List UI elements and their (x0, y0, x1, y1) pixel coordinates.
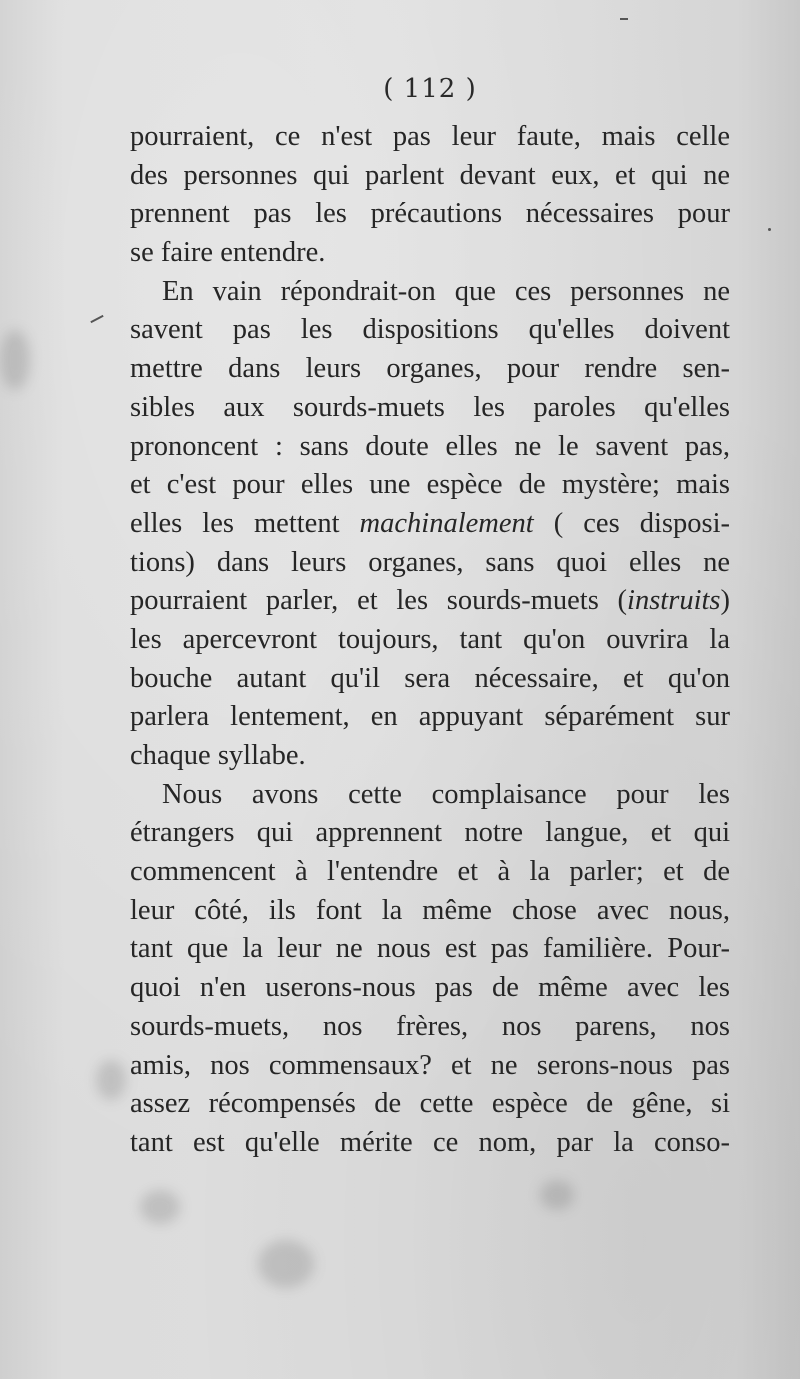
text-line: les apercevront toujours, tant qu'on ouvrira la (130, 623, 730, 655)
text-line: tant que la leur ne nous est pas familière. Pour- (130, 933, 730, 965)
italic-word: machinalement (359, 507, 534, 539)
text-line: des personnes qui parlent devant eux, et qui ne (130, 159, 730, 191)
text-line (130, 505, 730, 544)
print-mark (620, 18, 628, 20)
page-number: ( 112 ) (383, 74, 477, 104)
body-text (130, 118, 730, 1163)
text-line: En vain répondrait-on que ces personnes ne (162, 275, 730, 307)
text-segment: ) (720, 585, 730, 617)
print-mark (768, 228, 771, 231)
text-line: assez récompensés de cette espèce de gêne, si (130, 1088, 730, 1120)
print-mark (90, 315, 103, 323)
text-line: bouche autant qu'il sera nécessaire, et qu'on (130, 662, 730, 694)
text-line: commencent à l'entendre et à la parler; et de (130, 856, 730, 888)
text-line: sibles aux sourds-muets les paroles qu'elles (130, 391, 730, 423)
text-line: savent pas les dispositions qu'elles doivent (130, 314, 730, 346)
stain (96, 1060, 126, 1100)
stain (540, 1180, 574, 1210)
stain (258, 1240, 314, 1288)
text-line: et c'est pour elles une espèce de mystère; mais (130, 469, 730, 501)
text-segment: elles les mettent (130, 507, 340, 539)
text-line: chaque syllabe. (130, 740, 306, 771)
stain (140, 1190, 180, 1224)
text-line: mettre dans leurs organes, pour rendre sen- (130, 353, 730, 385)
text-line: tions) dans leurs organes, sans quoi elles ne (130, 546, 730, 578)
text-line (130, 582, 730, 621)
text-line: Nous avons cette complaisance pour les (162, 778, 730, 810)
stain (0, 330, 30, 390)
text-line: amis, nos commensaux? et ne serons-nous pas (130, 1049, 730, 1081)
text-line: prononcent : sans doute elles ne le savent pas, (130, 430, 730, 462)
text-segment: ( ces disposi- (553, 507, 730, 539)
text-line: sourds-muets, nos frères, nos parens, nos (130, 1010, 730, 1042)
text-segment: pourraient parler, et les sourds-muets ( (130, 585, 628, 617)
italic-word: instruits (627, 585, 721, 617)
text-line: parlera lentement, en appuyant séparément sur (130, 701, 730, 733)
text-line: se faire entendre. (130, 237, 326, 269)
text-line: prennent pas les précautions nécessaires pour (130, 198, 730, 230)
text-line: tant est qu'elle mérite ce nom, par la conso- (130, 1126, 730, 1158)
text-line: quoi n'en userons-nous pas de même avec les (130, 972, 730, 1004)
text-line: étrangers qui apprennent notre langue, et qui (130, 817, 730, 849)
text-line: leur côté, ils font la même chose avec nous, (130, 894, 730, 926)
text-line: pourraient, ce n'est pas leur faute, mais celle (130, 121, 730, 152)
